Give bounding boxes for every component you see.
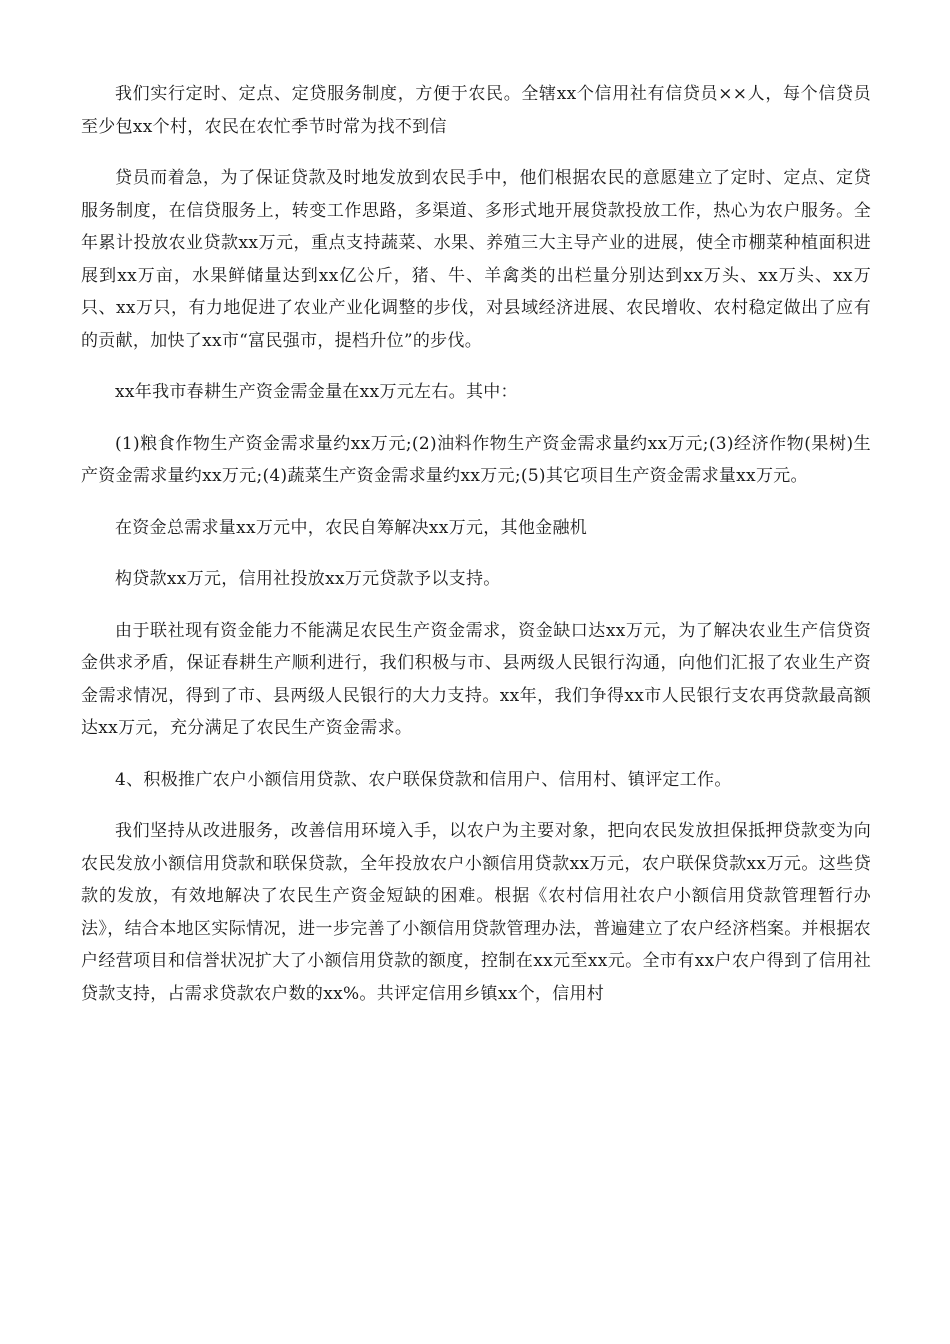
- paragraph-funding-gap: 由于联社现有资金能力不能满足农民生产资金需求，资金缺口达xx万元，为了解决农业生产信贷资金供求矛盾，保证春耕生产顺利进行，我们积极与市、县两级人民银行沟通，向他们汇报了农业生产资金需求情况，得到了市、县两级人民银行的大力支持。xx年，我们争得xx市人民银行支农再贷款最高额达xx万元，充分满足了农民生产资金需求。: [81, 620, 871, 738]
- document-body: [81, 78, 871, 1029]
- paragraph-loan-results: 贷员而着急，为了保证贷款及时地发放到农民手中，他们根据农民的意愿建立了定时、定点、定贷服务制度，在信贷服务上，转变工作思路，多渠道、多形式地开展贷款投放工作，热心为农户服务。全年累计投放农业贷款xx万元，重点支持蔬菜、水果、养殖三大主导产业的进展，使全市棚菜种植面积进展到xx万亩，水果鲜储量达到xx亿公斤，猪、牛、羊禽类的出栏量分别达到xx万头、xx万头、xx万只、xx万只，有力地促进了农业产业化调整的步伐，对县域经济进展、农民增收、农村稳定做出了应有的贡献，加快了xx市“富民强市，提档升位”的步伐。: [81, 168, 871, 351]
- paragraph-service-system: 我们实行定时、定点、定贷服务制度，方便于农民。全辖xx个信用社有信贷员××人，每个信贷员至少包xx个村，农民在农忙季节时常为找不到信: [81, 84, 871, 137]
- paragraph-spring-demand: xx年我市春耕生产资金需金量在xx万元左右。其中：: [115, 382, 518, 402]
- paragraph-self-funding: 在资金总需求量xx万元中，农民自筹解决xx万元，其他金融机: [115, 517, 588, 538]
- paragraph-credit-support: 构贷款xx万元，信用社投放xx万元贷款予以支持。: [115, 569, 501, 589]
- paragraph-microcredit: 我们坚持从改进服务，改善信用环境入手，以农户为主要对象，把向农民发放担保抵押贷款变为向农民发放小额信用贷款和联保贷款，全年投放农户小额信用贷款xx万元，农户联保贷款xx万元。这些贷款的发放，有效地解决了农民生产资金短缺的困难。根据《农村信用社农户小额信用贷款管理暂行办法》，结合本地区实际情况，进一步完善了小额信用贷款管理办法，普遍建立了农户经济档案。并根据农户经营项目和信誉状况扩大了小额信用贷款的额度，控制在xx元至xx元。全市有xx户农户得到了信用社贷款支持，占需求贷款农户数的xx%。共评定信用乡镇xx个，信用村: [81, 821, 872, 1004]
- paragraph-section-heading-4: 4、积极推广农户小额信用贷款、农户联保贷款和信用户、信用村、镇评定工作。: [115, 769, 732, 790]
- paragraph-demand-breakdown: (1)粮食作物生产资金需求量约xx万元;(2)油料作物生产资金需求量约xx万元;(3)经济作物(果树)生产资金需求量约xx万元;(4)蔬菜生产资金需求量约xx万元;(5)其它项目生产资金需求量xx万元。: [81, 433, 871, 486]
